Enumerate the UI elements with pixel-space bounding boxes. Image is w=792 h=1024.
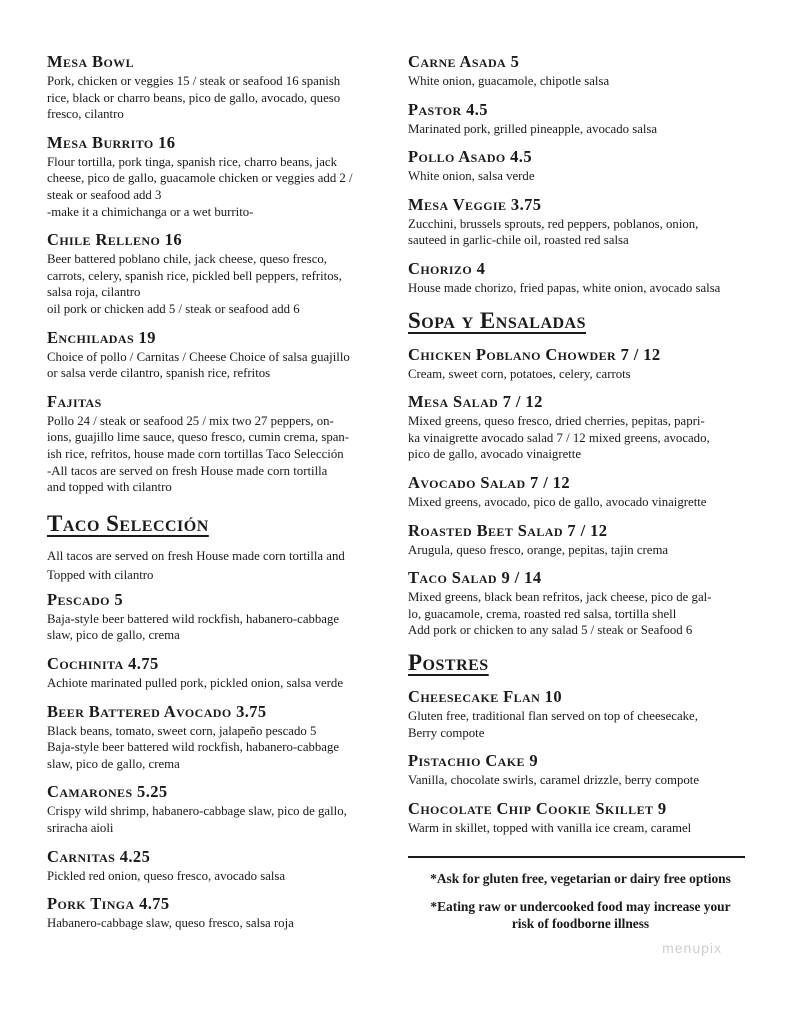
menu-item-description-line: lo, guacamole, crema, roasted red salsa, tortilla shell bbox=[408, 606, 677, 621]
entrees-list bbox=[47, 52, 387, 496]
menu-item-description-line: Crispy wild shrimp, habanero-cabbage slaw, pico de gallo, bbox=[47, 804, 347, 819]
menu-item-description-line: sauteed in garlic-chile oil, roasted red salsa bbox=[408, 233, 629, 248]
menu-item bbox=[47, 52, 387, 123]
taco-section-intro bbox=[47, 548, 387, 584]
menu-item-description-line: Baja-style beer battered wild rockfish, habanero-cabbage bbox=[47, 740, 340, 755]
menu-item-description-line: Baja-style beer battered wild rockfish, habanero-cabbage bbox=[47, 611, 340, 626]
footnote-divider bbox=[408, 856, 745, 858]
sopa-items-list bbox=[408, 345, 753, 639]
menu-item-description-line: oil pork or chicken add 5 / steak or seafood add 6 bbox=[47, 301, 300, 316]
menu-item-name: Cheesecake Flan 10 bbox=[408, 686, 562, 706]
menu-item-name: Fajitas bbox=[47, 391, 102, 411]
menu-item bbox=[408, 195, 753, 249]
menu-item-description-line: salsa roja, cilantro bbox=[47, 285, 141, 300]
menu-item bbox=[408, 473, 753, 511]
taco-intro-line: Topped with cilantro bbox=[47, 568, 154, 583]
postres-section bbox=[408, 649, 753, 836]
taco-intro-line: All tacos are served on fresh House made corn tortilla and bbox=[47, 548, 345, 563]
menu-item bbox=[408, 52, 753, 90]
menu-item-name: Roasted Beet Salad 7 / 12 bbox=[408, 520, 608, 540]
menu-item-description-line: Pickled red onion, queso fresco, avocado salsa bbox=[47, 868, 286, 883]
menu-item-description-line: rice, black or charro beans, pico de gallo, avocado, queso bbox=[47, 90, 341, 105]
menu-item-description-line: and topped with cilantro bbox=[47, 480, 172, 495]
menu-item bbox=[47, 654, 387, 692]
watermark: menupix bbox=[662, 940, 722, 956]
menu-item bbox=[47, 392, 387, 496]
menu-item-description-line: slaw, pico de gallo, crema bbox=[47, 628, 180, 643]
menu-item-description-line: Vanilla, chocolate swirls, caramel drizzle, berry compote bbox=[408, 773, 700, 788]
menu-item-description-line: cheese, pico de gallo, guacamole chicken or veggies add 2 / bbox=[47, 171, 353, 186]
menu-item-name: Pescado 5 bbox=[47, 589, 124, 609]
menu-item-name: Avocado Salad 7 / 12 bbox=[408, 472, 571, 492]
menu-item-name: Chicken Poblano Chowder 7 / 12 bbox=[408, 344, 661, 364]
menu-item-description-line: ish rice, refritos, house made corn tortillas Taco Selección bbox=[47, 446, 344, 461]
menu-item-description-line: Arugula, queso fresco, orange, pepitas, tajin crema bbox=[408, 542, 669, 557]
menu-item-name: Pork Tinga 4.75 bbox=[47, 894, 170, 914]
footnotes bbox=[408, 870, 753, 932]
sopa-section bbox=[408, 307, 753, 639]
menu-item bbox=[408, 568, 753, 639]
footnote-line: *Eating raw or undercooked food may increase your bbox=[430, 899, 731, 915]
menu-item-description-line: Warm in skillet, topped with vanilla ice cream, caramel bbox=[408, 820, 692, 835]
menu-item-description-line: pico de gallo, avocado vinaigrette bbox=[408, 447, 582, 462]
menu-item bbox=[408, 799, 753, 837]
postres-section-title: Postres bbox=[408, 649, 489, 675]
menu-item-name: Mesa Veggie 3.75 bbox=[408, 194, 542, 214]
menu-item-name: Chorizo 4 bbox=[408, 258, 486, 278]
sopa-section-title: Sopa y Ensaladas bbox=[408, 307, 587, 333]
footnote bbox=[408, 870, 753, 887]
menu-item-description-line: -All tacos are served on fresh House made corn tortilla bbox=[47, 463, 328, 478]
menu-item bbox=[47, 590, 387, 644]
menu-item-description-line: Marinated pork, grilled pineapple, avocado salsa bbox=[408, 121, 658, 136]
menu-item-name: Pollo Asado 4.5 bbox=[408, 147, 532, 167]
menu-item-name: Pistachio Cake 9 bbox=[408, 751, 539, 771]
menu-item-description-line: House made chorizo, fried papas, white onion, avocado salsa bbox=[408, 280, 721, 295]
menu-item bbox=[408, 100, 753, 138]
menu-item-description-line: ions, guajillo lime sauce, queso fresco, cumin crema, span- bbox=[47, 430, 350, 445]
postres-items-list bbox=[408, 687, 753, 836]
tacos-continued-list bbox=[408, 52, 753, 297]
menu-item-name: Enchiladas 19 bbox=[47, 327, 156, 347]
menu-item-description-line: Add pork or chicken to any salad 5 / steak or Seafood 6 bbox=[408, 623, 693, 638]
menu-item-name: Carnitas 4.25 bbox=[47, 846, 151, 866]
menu-item-description-line: Berry compote bbox=[408, 725, 485, 740]
menu-item bbox=[408, 751, 753, 789]
menu-item-description-line: slaw, pico de gallo, crema bbox=[47, 756, 180, 771]
menu-item-name: Mesa Salad 7 / 12 bbox=[408, 392, 543, 412]
menu-item-description-line: Black beans, tomato, sweet corn, jalapeño pescado 5 bbox=[47, 723, 317, 738]
taco-items-list bbox=[47, 590, 387, 932]
menu-item bbox=[47, 133, 387, 220]
menu-item-description-line: Pork, chicken or veggies 15 / steak or seafood 16 spanish bbox=[47, 74, 341, 88]
menu-item-name: Taco Salad 9 / 14 bbox=[408, 568, 542, 588]
menu-item-description-line: fresco, cilantro bbox=[47, 107, 124, 122]
footnote bbox=[408, 898, 753, 932]
menu-item bbox=[47, 782, 387, 836]
menu-item-name: Chocolate Chip Cookie Skillet 9 bbox=[408, 798, 667, 818]
menu-item-name: Cochinita 4.75 bbox=[47, 654, 159, 674]
taco-section bbox=[47, 510, 387, 932]
menu-item-name: Mesa Bowl bbox=[47, 52, 134, 71]
menu-item-description-line: Beer battered poblano chile, jack cheese, queso fresco, bbox=[47, 252, 327, 267]
right-column bbox=[408, 52, 753, 943]
menu-item-description-line: Mixed greens, black bean refritos, jack cheese, pico de gal- bbox=[408, 590, 712, 605]
menu-item-description-line: Mixed greens, queso fresco, dried cherries, pepitas, papri- bbox=[408, 414, 705, 429]
menu-item-description-line: White onion, guacamole, chipotle salsa bbox=[408, 74, 610, 88]
menu-item-description-line: or salsa verde cilantro, spanish rice, refritos bbox=[47, 366, 271, 381]
menu-item-name: Camarones 5.25 bbox=[47, 782, 168, 802]
menu-item-name: Carne Asada 5 bbox=[408, 52, 520, 71]
menu-item bbox=[47, 230, 387, 317]
menu-item-description-line: Gluten free, traditional flan served on top of cheesecake, bbox=[408, 708, 698, 723]
left-column bbox=[47, 52, 387, 942]
menu-item-name: Chile Relleno 16 bbox=[47, 230, 183, 250]
menu-item bbox=[408, 392, 753, 463]
menu-item-name: Mesa Burrito 16 bbox=[47, 132, 176, 152]
menu-item-description-line: Flour tortilla, pork tinga, spanish rice, charro beans, jack bbox=[47, 154, 337, 169]
menu-item-description-line: Mixed greens, avocado, pico de gallo, avocado vinaigrette bbox=[408, 494, 707, 509]
menu-item-description-line: carrots, celery, spanish rice, pickled bell peppers, refritos, bbox=[47, 268, 342, 283]
menu-item bbox=[47, 847, 387, 885]
footnote-line: *Ask for gluten free, vegetarian or dairy free options bbox=[430, 871, 731, 887]
footnote-line: risk of foodborne illness bbox=[511, 916, 650, 932]
menu-item bbox=[408, 521, 753, 559]
menu-item-name: Pastor 4.5 bbox=[408, 99, 488, 119]
menu-item bbox=[408, 687, 753, 741]
menu-item-description-line: Zucchini, brussels sprouts, red peppers, poblanos, onion, bbox=[408, 216, 699, 231]
menu-item bbox=[47, 328, 387, 382]
menu-item bbox=[408, 259, 753, 297]
menu-item-description-line: Habanero-cabbage slaw, queso fresco, salsa roja bbox=[47, 916, 294, 931]
menu-item-description-line: Achiote marinated pulled pork, pickled onion, salsa verde bbox=[47, 676, 344, 691]
menu-item bbox=[47, 702, 387, 773]
menu-item-description-line: White onion, salsa verde bbox=[408, 169, 535, 184]
menu-item-description-line: Choice of pollo / Carnitas / Cheese Choice of salsa guajillo bbox=[47, 349, 350, 364]
menu-item-description-line: sriracha aioli bbox=[47, 821, 114, 836]
menu-item-name: Beer Battered Avocado 3.75 bbox=[47, 701, 267, 721]
taco-section-title: Taco Selección bbox=[47, 510, 209, 536]
menu-item-description-line: ka vinaigrette avocado salad 7 / 12 mixed greens, avocado, bbox=[408, 430, 710, 445]
menu-item bbox=[408, 147, 753, 185]
menu-item-description-line: Pollo 24 / steak or seafood 25 / mix two 27 peppers, on- bbox=[47, 413, 334, 428]
menu-item-description-line: -make it a chimichanga or a wet burrito- bbox=[47, 204, 254, 219]
menu-item bbox=[47, 894, 387, 932]
menu-item-description-line: Cream, sweet corn, potatoes, celery, carrots bbox=[408, 366, 631, 381]
menu-item-description-line: steak or seafood add 3 bbox=[47, 187, 162, 202]
menu-item bbox=[408, 345, 753, 383]
